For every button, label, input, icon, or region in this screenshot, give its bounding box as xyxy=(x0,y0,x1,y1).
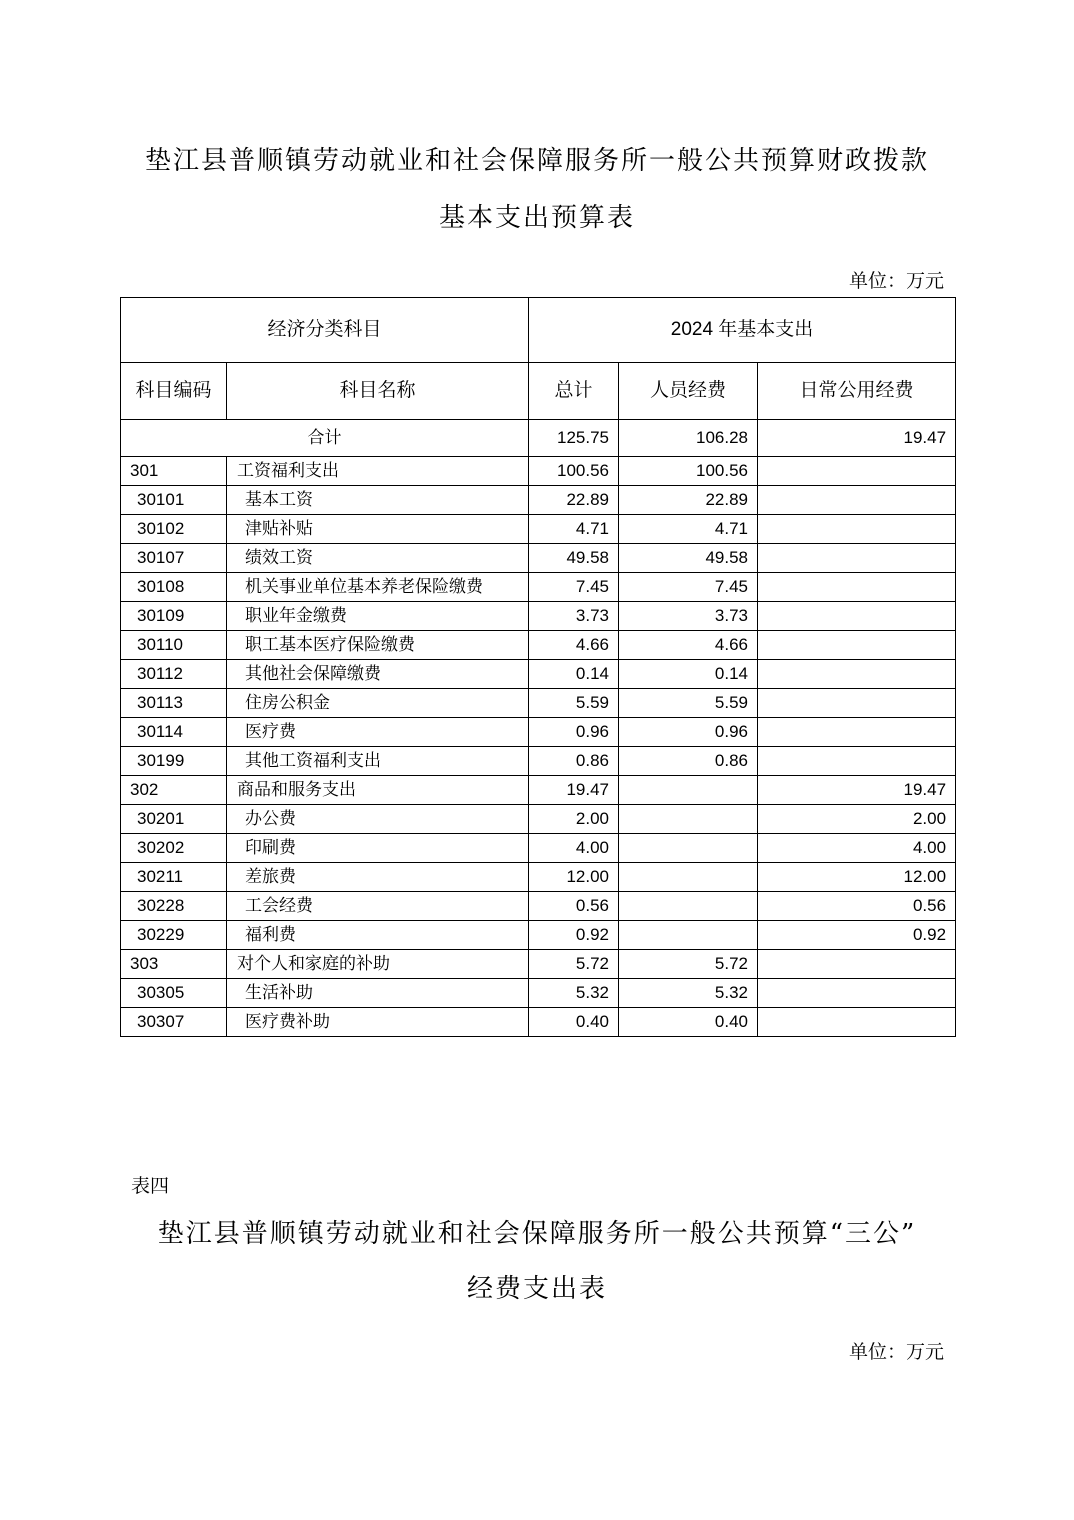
row-code: 30229 xyxy=(121,921,227,950)
table-row xyxy=(121,979,956,1008)
sum-row xyxy=(121,420,956,457)
row-name: 印刷费 xyxy=(227,834,529,863)
row-name: 办公费 xyxy=(227,805,529,834)
row-name: 工资福利支出 xyxy=(227,457,529,486)
row-name: 医疗费 xyxy=(227,718,529,747)
row-personnel: 4.71 xyxy=(619,515,758,544)
row-personnel: 5.32 xyxy=(619,979,758,1008)
row-total: 0.92 xyxy=(529,921,619,950)
row-personnel: 100.56 xyxy=(619,457,758,486)
table-row xyxy=(121,1008,956,1037)
row-total: 4.00 xyxy=(529,834,619,863)
section-title-line1: 垫江县普顺镇劳动就业和社会保障服务所一般公共预算“三公” xyxy=(157,1219,917,1249)
row-public xyxy=(758,573,956,602)
row-public: 19.47 xyxy=(758,776,956,805)
row-code: 302 xyxy=(121,776,227,805)
unit-label: 单位：万元 xyxy=(848,270,944,292)
row-public: 4.00 xyxy=(758,834,956,863)
row-public xyxy=(758,660,956,689)
document-title-line2: 基本支出预算表 xyxy=(438,203,635,233)
sum-personnel: 106.28 xyxy=(619,420,758,457)
section-title-line2: 经费支出表 xyxy=(466,1274,607,1304)
header-personnel: 人员经费 xyxy=(619,363,758,420)
row-total: 2.00 xyxy=(529,805,619,834)
row-code: 30211 xyxy=(121,863,227,892)
table-row xyxy=(121,805,956,834)
row-personnel: 5.59 xyxy=(619,689,758,718)
row-code: 301 xyxy=(121,457,227,486)
row-code: 30307 xyxy=(121,1008,227,1037)
row-code: 30113 xyxy=(121,689,227,718)
row-name: 差旅费 xyxy=(227,863,529,892)
row-personnel: 0.96 xyxy=(619,718,758,747)
table-row xyxy=(121,921,956,950)
row-code: 30199 xyxy=(121,747,227,776)
row-code: 30107 xyxy=(121,544,227,573)
sum-public: 19.47 xyxy=(758,420,956,457)
row-public xyxy=(758,457,956,486)
row-total: 5.72 xyxy=(529,950,619,979)
table-row xyxy=(121,486,956,515)
row-code: 303 xyxy=(121,950,227,979)
table-row xyxy=(121,834,956,863)
row-name: 医疗费补助 xyxy=(227,1008,529,1037)
header-name: 科目名称 xyxy=(227,363,529,420)
table-row xyxy=(121,631,956,660)
table-row xyxy=(121,950,956,979)
row-code: 30201 xyxy=(121,805,227,834)
row-code: 30112 xyxy=(121,660,227,689)
row-personnel xyxy=(619,863,758,892)
row-name: 商品和服务支出 xyxy=(227,776,529,805)
row-personnel xyxy=(619,805,758,834)
table-row xyxy=(121,689,956,718)
table-row xyxy=(121,515,956,544)
row-name: 基本工资 xyxy=(227,486,529,515)
row-personnel: 22.89 xyxy=(619,486,758,515)
header-code: 科目编码 xyxy=(121,363,227,420)
row-code: 30228 xyxy=(121,892,227,921)
row-total: 0.14 xyxy=(529,660,619,689)
row-personnel xyxy=(619,892,758,921)
row-total: 100.56 xyxy=(529,457,619,486)
table-row xyxy=(121,747,956,776)
row-name: 其他社会保障缴费 xyxy=(227,660,529,689)
table-row xyxy=(121,457,956,486)
row-personnel: 49.58 xyxy=(619,544,758,573)
row-total: 22.89 xyxy=(529,486,619,515)
table-row xyxy=(121,718,956,747)
row-public: 0.92 xyxy=(758,921,956,950)
row-public xyxy=(758,486,956,515)
row-public: 0.56 xyxy=(758,892,956,921)
row-personnel: 4.66 xyxy=(619,631,758,660)
section-unit-label: 单位：万元 xyxy=(848,1341,944,1363)
header-row-1 xyxy=(121,298,956,363)
sum-total: 125.75 xyxy=(529,420,619,457)
row-name: 福利费 xyxy=(227,921,529,950)
row-name: 职工基本医疗保险缴费 xyxy=(227,631,529,660)
row-code: 30101 xyxy=(121,486,227,515)
row-public xyxy=(758,631,956,660)
row-name: 职业年金缴费 xyxy=(227,602,529,631)
row-total: 5.32 xyxy=(529,979,619,1008)
row-total: 49.58 xyxy=(529,544,619,573)
row-name: 工会经费 xyxy=(227,892,529,921)
row-total: 12.00 xyxy=(529,863,619,892)
header-total: 总计 xyxy=(529,363,619,420)
row-personnel: 0.14 xyxy=(619,660,758,689)
row-public xyxy=(758,950,956,979)
row-personnel: 3.73 xyxy=(619,602,758,631)
basic-expenditure-table xyxy=(120,297,956,1037)
row-name: 对个人和家庭的补助 xyxy=(227,950,529,979)
row-name: 生活补助 xyxy=(227,979,529,1008)
row-code: 30202 xyxy=(121,834,227,863)
table-row xyxy=(121,660,956,689)
row-code: 30108 xyxy=(121,573,227,602)
row-total: 7.45 xyxy=(529,573,619,602)
row-personnel xyxy=(619,776,758,805)
row-code: 30114 xyxy=(121,718,227,747)
row-personnel: 7.45 xyxy=(619,573,758,602)
row-name: 津贴补贴 xyxy=(227,515,529,544)
row-name: 其他工资福利支出 xyxy=(227,747,529,776)
header-row-2 xyxy=(121,363,956,420)
row-code: 30110 xyxy=(121,631,227,660)
header-econ-class: 经济分类科目 xyxy=(121,298,529,363)
row-code: 30109 xyxy=(121,602,227,631)
row-total: 0.96 xyxy=(529,718,619,747)
row-public xyxy=(758,979,956,1008)
row-total: 0.86 xyxy=(529,747,619,776)
document-title-line1: 垫江县普顺镇劳动就业和社会保障服务所一般公共预算财政拨款 xyxy=(144,146,929,176)
row-total: 4.71 xyxy=(529,515,619,544)
row-public xyxy=(758,515,956,544)
row-public xyxy=(758,718,956,747)
table-row xyxy=(121,573,956,602)
row-public: 2.00 xyxy=(758,805,956,834)
row-public: 12.00 xyxy=(758,863,956,892)
row-public xyxy=(758,747,956,776)
sum-label: 合计 xyxy=(121,420,529,457)
row-total: 4.66 xyxy=(529,631,619,660)
row-name: 住房公积金 xyxy=(227,689,529,718)
row-public xyxy=(758,544,956,573)
row-total: 19.47 xyxy=(529,776,619,805)
row-name: 机关事业单位基本养老保险缴费 xyxy=(227,573,529,602)
row-personnel: 5.72 xyxy=(619,950,758,979)
table-four-label: 表四 xyxy=(131,1175,170,1197)
row-code: 30102 xyxy=(121,515,227,544)
row-public xyxy=(758,689,956,718)
header-year-basic: 2024 年基本支出 xyxy=(529,298,956,363)
row-total: 5.59 xyxy=(529,689,619,718)
table-row xyxy=(121,892,956,921)
row-total: 0.56 xyxy=(529,892,619,921)
table-row xyxy=(121,776,956,805)
row-total: 3.73 xyxy=(529,602,619,631)
table-row xyxy=(121,863,956,892)
row-personnel xyxy=(619,921,758,950)
row-personnel: 0.86 xyxy=(619,747,758,776)
row-name: 绩效工资 xyxy=(227,544,529,573)
row-public xyxy=(758,602,956,631)
table-row xyxy=(121,602,956,631)
table-row xyxy=(121,544,956,573)
row-personnel xyxy=(619,834,758,863)
row-total: 0.40 xyxy=(529,1008,619,1037)
header-public: 日常公用经费 xyxy=(758,363,956,420)
row-public xyxy=(758,1008,956,1037)
row-personnel: 0.40 xyxy=(619,1008,758,1037)
row-code: 30305 xyxy=(121,979,227,1008)
